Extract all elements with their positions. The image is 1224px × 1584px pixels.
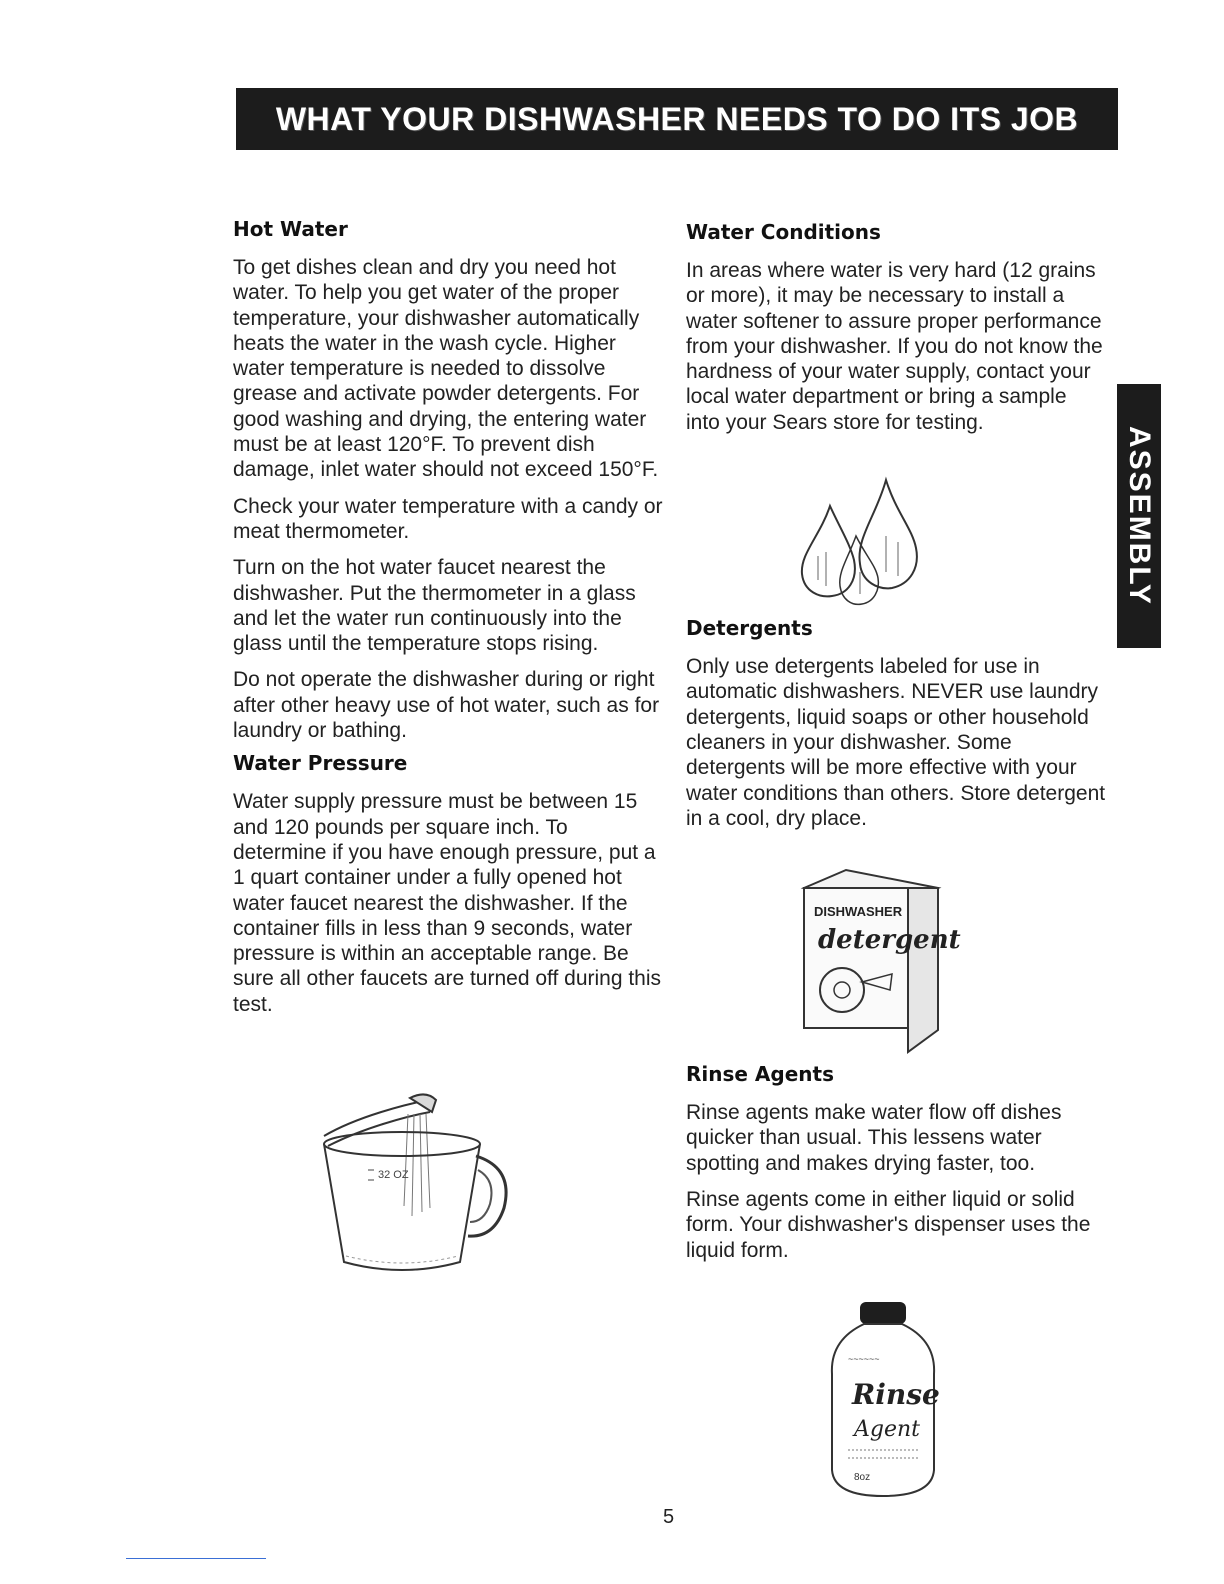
svg-text:~~~~~~: ~~~~~~ bbox=[848, 1354, 880, 1364]
water-conditions-section bbox=[686, 220, 1106, 435]
section-tab-label: ASSEMBLY bbox=[1123, 426, 1156, 606]
hot-water-section bbox=[233, 217, 663, 743]
footer-rule bbox=[126, 1558, 266, 1559]
page-number: 5 bbox=[663, 1506, 675, 1528]
detergent-box-icon bbox=[798, 866, 961, 1056]
rinse-agents-heading: Rinse Agents bbox=[686, 1062, 834, 1087]
water-pressure-section bbox=[233, 751, 663, 1017]
rinse-bottle-script: Agent bbox=[854, 1417, 920, 1442]
rinse-bottle-brand: Rinse bbox=[852, 1378, 940, 1411]
rinse-bottle-size: 8oz bbox=[854, 1472, 871, 1483]
left-column bbox=[233, 217, 663, 1028]
page-banner bbox=[236, 88, 1118, 150]
hot-water-paragraph: Check your water temperature with a candy or meat thermometer. bbox=[233, 494, 663, 543]
right-column bbox=[686, 220, 1106, 1274]
banner-title: WHAT YOUR DISHWASHER NEEDS TO DO ITS JOB bbox=[275, 100, 1079, 137]
hot-water-paragraph: To get dishes clean and dry you need hot water. To help you get water of the proper temperature, your dishwasher automatically heats the water in the wash cycle. Higher water temperature is needed to dissolve grease and activate powder detergents. For good washing and drying, the entering water must be at least 120°F. To prevent dish damage, inlet water should not exceed 150°F. bbox=[233, 256, 659, 482]
hot-water-heading: Hot Water bbox=[233, 217, 348, 241]
water-pressure-heading: Water Pressure bbox=[233, 751, 408, 776]
detergent-box-brand: DISHWASHER bbox=[814, 904, 903, 919]
section-tab bbox=[1117, 384, 1161, 648]
rinse-agents-paragraph: Rinse agents make water flow off dishes quicker than usual. This lessens water spotting and makes drying faster, too. bbox=[686, 1101, 1062, 1175]
rinse-agent-bottle-icon bbox=[828, 1300, 938, 1500]
detergents-paragraph: Only use detergents labeled for use in automatic dishwashers. NEVER use laundry detergents, liquid soaps or other household cleaners in your dishwasher. Some detergents will be more effective with your water conditions than others. Store detergent in a cool, dry place. bbox=[686, 655, 1106, 830]
detergent-box-script: detergent bbox=[818, 925, 961, 955]
water-pressure-paragraph: Water supply pressure must be between 15 and 120 pounds per square inch. To determine if you have enough pressure, put a 1 quart container under a fully opened hot water faucet nearest the dishwasher. If the container fills in less than 9 seconds, water pressure is within an acceptable range. Be sure all other faucets are turned off during this test. bbox=[233, 790, 662, 1016]
water-conditions-paragraph: In areas where water is very hard (12 grains or more), it may be necessary to install a water softener to assure proper performance from your dishwasher. If you do not know the hardness of your water supply, contact your local water department or bring a sample into your Sears store for testing. bbox=[686, 259, 1103, 434]
rinse-agents-paragraph: Rinse agents come in either liquid or solid form. Your dishwasher's dispenser uses the liquid form. bbox=[686, 1188, 1091, 1262]
hot-water-paragraph: Turn on the hot water faucet nearest the dishwasher. Put the thermometer in a glass and let the water run continuously into the glass until the temperature stops rising. bbox=[233, 556, 636, 656]
hot-water-paragraph: Do not operate the dishwasher during or right after other heavy use of hot water, such as for laundry or bathing. bbox=[233, 668, 660, 743]
detergents-section bbox=[686, 616, 1106, 831]
water-conditions-heading: Water Conditions bbox=[686, 220, 881, 244]
rinse-agents-section bbox=[686, 1062, 1106, 1263]
measuring-cup-under-faucet-icon bbox=[318, 1086, 518, 1282]
water-drops-icon bbox=[790, 476, 940, 612]
detergents-heading: Detergents bbox=[686, 616, 813, 641]
cup-measure-label: 32 OZ bbox=[378, 1169, 409, 1181]
